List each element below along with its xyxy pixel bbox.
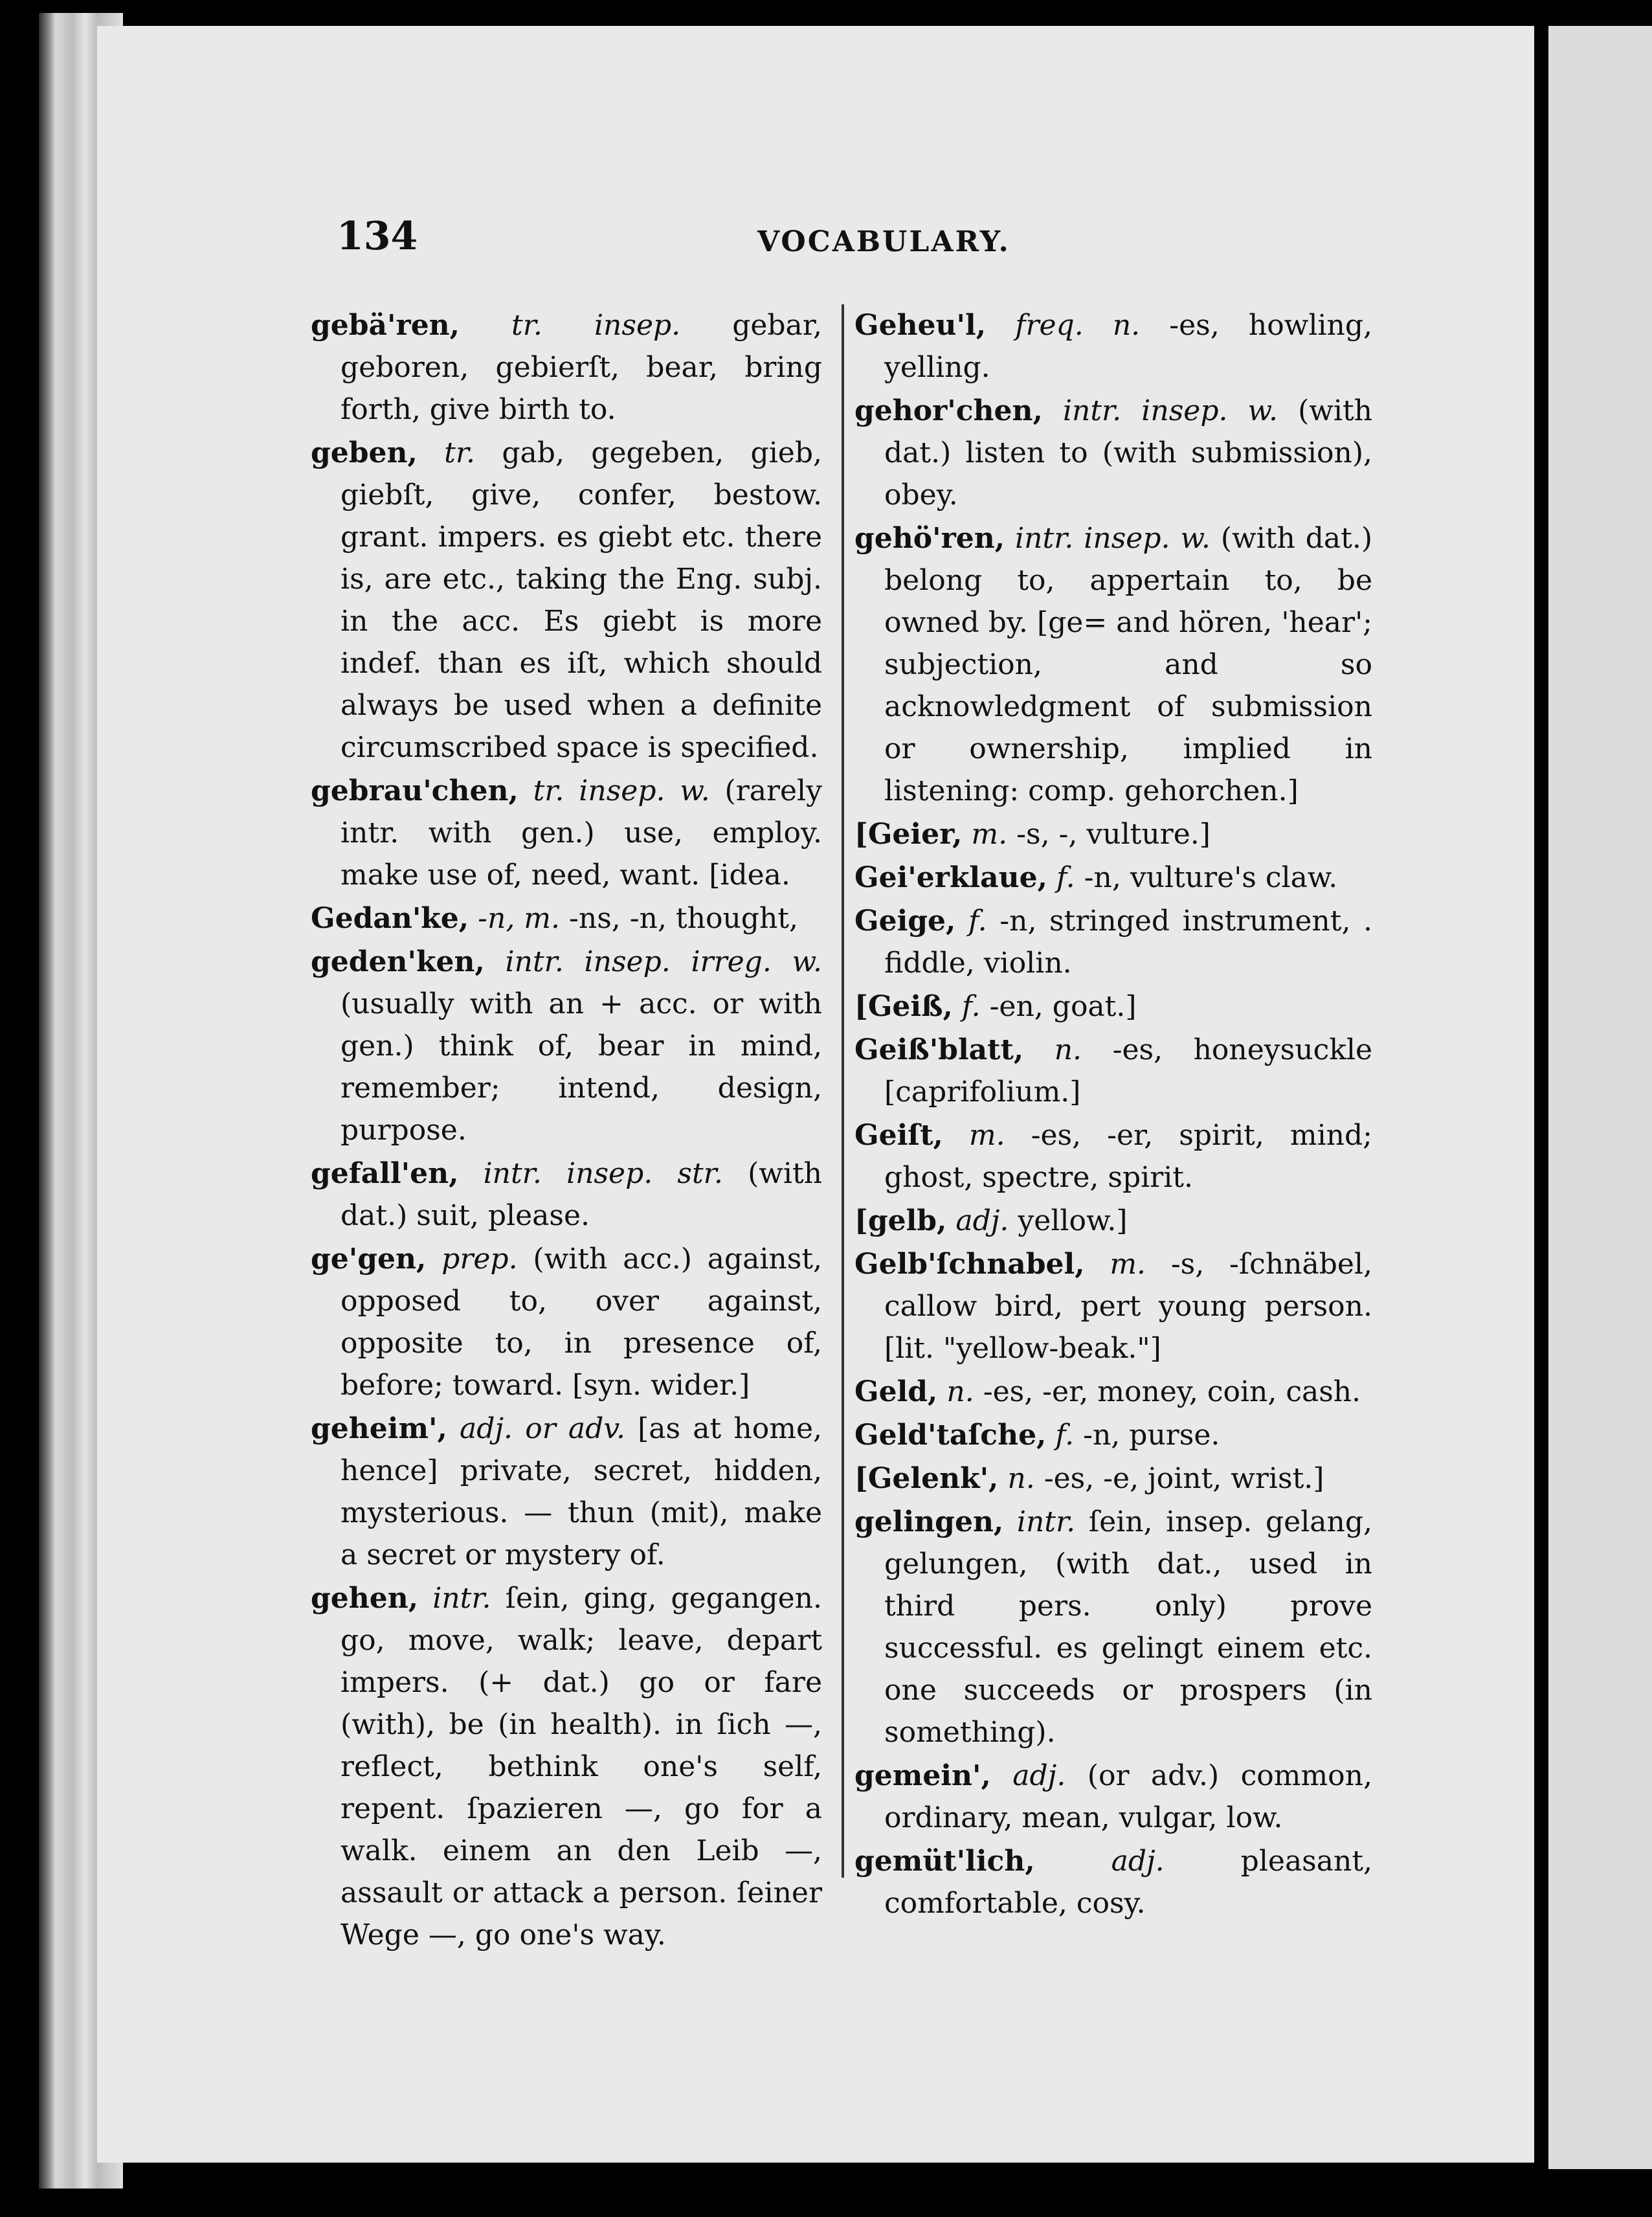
right-column <box>854 304 1372 1926</box>
entry-grammar: intr. insep. w. <box>1062 394 1278 427</box>
dictionary-entry <box>854 1755 1372 1839</box>
entry-definition: (usually with an + acc. or with gen.) think of, bear in mind, remember; intend, design, purpose. <box>340 987 822 1147</box>
entry-grammar: f. <box>961 990 981 1023</box>
entry-definition: gab, gegeben, gieb, giebſt, give, confer, bestow. grant. impers. es giebt etc. there is, are etc., taking the Eng. subj. in the acc. Es giebt is more indef. than es iſt, which should always be used when a definite circumscribed space is specified. <box>340 436 822 764</box>
entry-headword: [Geier, <box>854 818 963 851</box>
entry-definition: -es, -e, joint, wrist.] <box>1044 1462 1324 1495</box>
entry-grammar: intr. <box>1016 1505 1076 1538</box>
entry-headword: gehö'ren, <box>854 522 1005 555</box>
dictionary-entry <box>854 857 1372 899</box>
page-header <box>324 214 1010 285</box>
entry-headword: Gei'erklaue, <box>854 861 1047 894</box>
dictionary-entry <box>854 813 1372 855</box>
entry-definition: (rarely intr. with gen.) use, employ. make use of, need, want. [idea. <box>340 774 822 892</box>
entry-definition: (with dat.) suit, please. <box>340 1157 822 1232</box>
entry-grammar: adj. <box>1012 1759 1066 1792</box>
entry-headword: geben, <box>311 436 418 469</box>
entry-definition: ſein, insep. gelang, gelungen, (with dat., used in third pers. only) prove successful. es gelingt einem etc. one succeeds or prospers (in something). <box>884 1505 1372 1749</box>
dictionary-entry <box>311 941 822 1151</box>
entry-definition: -n, stringed instrument, . fiddle, violin. <box>884 905 1372 980</box>
entry-definition: -ns, -n, thought, <box>569 902 798 935</box>
entry-headword: gehor'chen, <box>854 394 1043 427</box>
dictionary-entry <box>311 1408 822 1576</box>
dictionary-entry <box>311 1577 822 1956</box>
entry-definition: -es, howling, yelling. <box>884 309 1372 384</box>
dictionary-entry <box>311 1153 822 1237</box>
entry-grammar: adj. <box>955 1204 1009 1237</box>
left-column <box>311 304 822 1957</box>
entry-headword: gefall'en, <box>311 1157 459 1190</box>
entry-grammar: n. <box>946 1375 974 1408</box>
dictionary-entry <box>311 304 822 431</box>
entry-headword: ge'gen, <box>311 1243 427 1276</box>
dictionary-entry <box>854 517 1372 812</box>
dictionary-entry <box>854 985 1372 1028</box>
entry-grammar: -n, m. <box>478 902 560 935</box>
entry-headword: Geheu'l, <box>854 309 987 342</box>
entry-headword: Geige, <box>854 905 956 938</box>
entry-definition: (with dat.) listen to (with submission), obey. <box>884 394 1372 512</box>
entry-grammar: freq. n. <box>1015 309 1141 342</box>
dictionary-entry <box>854 1200 1372 1242</box>
entry-definition: -s, -, vulture.] <box>1016 818 1211 851</box>
entry-headword: [Gelenk', <box>854 1462 999 1495</box>
entry-headword: gelingen, <box>854 1505 1004 1538</box>
entry-definition: [as at home, hence] private, secret, hidden, mysterious. — thun (mit), make a secret or mystery of. <box>340 1412 822 1571</box>
entry-headword: gemüt'lich, <box>854 1845 1035 1878</box>
dictionary-entry <box>854 1501 1372 1753</box>
dictionary-entry <box>311 770 822 896</box>
dictionary-entry <box>854 1371 1372 1413</box>
entry-headword: gebä'ren, <box>311 309 460 342</box>
entry-headword: gehen, <box>311 1582 419 1615</box>
entry-headword: Gedan'ke, <box>311 902 469 935</box>
entry-definition: -n, vulture's claw. <box>1084 861 1338 894</box>
page-number: 134 <box>337 214 418 259</box>
entry-definition: -s, -ſchnäbel, callow bird, pert young person. [lit. "yellow-beak."] <box>884 1248 1372 1365</box>
entry-definition: yellow.] <box>1018 1204 1128 1237</box>
entry-headword: [Geiß, <box>854 990 953 1023</box>
entry-definition: (or adv.) common, ordinary, mean, vulgar, low. <box>884 1759 1372 1834</box>
entry-grammar: intr. insep. irreg. w. <box>505 945 822 978</box>
entry-headword: geheim', <box>311 1412 447 1445</box>
entry-grammar: prep. <box>441 1243 518 1276</box>
dictionary-entry <box>311 897 822 940</box>
facing-page-edge <box>1548 26 1652 2169</box>
dictionary-entry <box>854 1840 1372 1924</box>
dictionary-entry <box>854 304 1372 388</box>
running-head: VOCABULARY. <box>757 225 1010 258</box>
entry-definition: -es, honeysuckle [caprifolium.] <box>884 1033 1372 1108</box>
entry-headword: Geiß'blatt, <box>854 1033 1024 1066</box>
entry-definition: ſein, ging, gegangen. go, move, walk; leave, depart impers. (+ dat.) go or fare (with), be (in health). in ſich —, reflect, bethink one's self, repent. ſpazieren —, go for a walk. einem an den Leib —, assault or attack a person. ſeiner Wege —, go one's way. <box>340 1582 822 1952</box>
entry-grammar: intr. insep. str. <box>483 1157 723 1190</box>
dictionary-entry <box>854 390 1372 516</box>
dictionary-entry <box>311 1238 822 1406</box>
entry-grammar: adj. or adv. <box>460 1412 625 1445</box>
entry-headword: Geiſt, <box>854 1119 943 1152</box>
dictionary-entry <box>311 432 822 769</box>
entry-grammar: f. <box>1055 1419 1075 1452</box>
dictionary-entry <box>854 900 1372 984</box>
entry-definition: gebar, geboren, gebierſt, bear, bring forth, give birth to. <box>340 309 822 426</box>
entry-grammar: n. <box>1007 1462 1035 1495</box>
entry-grammar: tr. <box>444 436 476 469</box>
entry-grammar: tr. insep. <box>511 309 681 342</box>
entry-headword: [gelb, <box>854 1204 947 1237</box>
entry-headword: geden'ken, <box>311 945 485 978</box>
dictionary-entry <box>854 1114 1372 1199</box>
entry-definition: -es, -er, money, coin, cash. <box>983 1375 1361 1408</box>
entry-grammar: intr. <box>432 1582 491 1615</box>
column-divider <box>842 304 844 1878</box>
dictionary-entry <box>854 1243 1372 1369</box>
entry-grammar: m. <box>1110 1248 1146 1281</box>
entry-headword: Gelb'ſchnabel, <box>854 1248 1085 1281</box>
entry-grammar: f. <box>968 905 987 938</box>
entry-grammar: adj. <box>1111 1845 1165 1878</box>
entry-definition: (with acc.) against, opposed to, over against, opposite to, in presence of, before; toward. [syn. wider.] <box>340 1243 822 1402</box>
entry-definition: (with dat.) belong to, appertain to, be owned by. [ge= and hören, 'hear'; subjection, and so acknowledgment of submission or ownership, implied in listening: comp. gehorchen.] <box>884 522 1373 807</box>
entry-grammar: n. <box>1054 1033 1082 1066</box>
dictionary-entry <box>854 1414 1372 1456</box>
entry-headword: Geld'taſche, <box>854 1419 1047 1452</box>
entry-grammar: f. <box>1056 861 1075 894</box>
dictionary-entry <box>854 1457 1372 1500</box>
entry-definition: -en, goat.] <box>989 990 1137 1023</box>
entry-definition: -es, -er, spirit, mind; ghost, spectre, spirit. <box>884 1119 1372 1194</box>
entry-headword: gemein', <box>854 1759 991 1792</box>
entry-headword: Geld, <box>854 1375 938 1408</box>
entry-definition: pleasant, comfortable, cosy. <box>884 1845 1372 1920</box>
entry-definition: -n, purse. <box>1083 1419 1220 1452</box>
dictionary-entry <box>854 1029 1372 1113</box>
entry-headword: gebrau'chen, <box>311 774 519 807</box>
entry-grammar: m. <box>968 1119 1005 1152</box>
entry-grammar: m. <box>971 818 1008 851</box>
entry-grammar: tr. insep. w. <box>533 774 710 807</box>
entry-grammar: intr. insep. w. <box>1015 522 1211 555</box>
